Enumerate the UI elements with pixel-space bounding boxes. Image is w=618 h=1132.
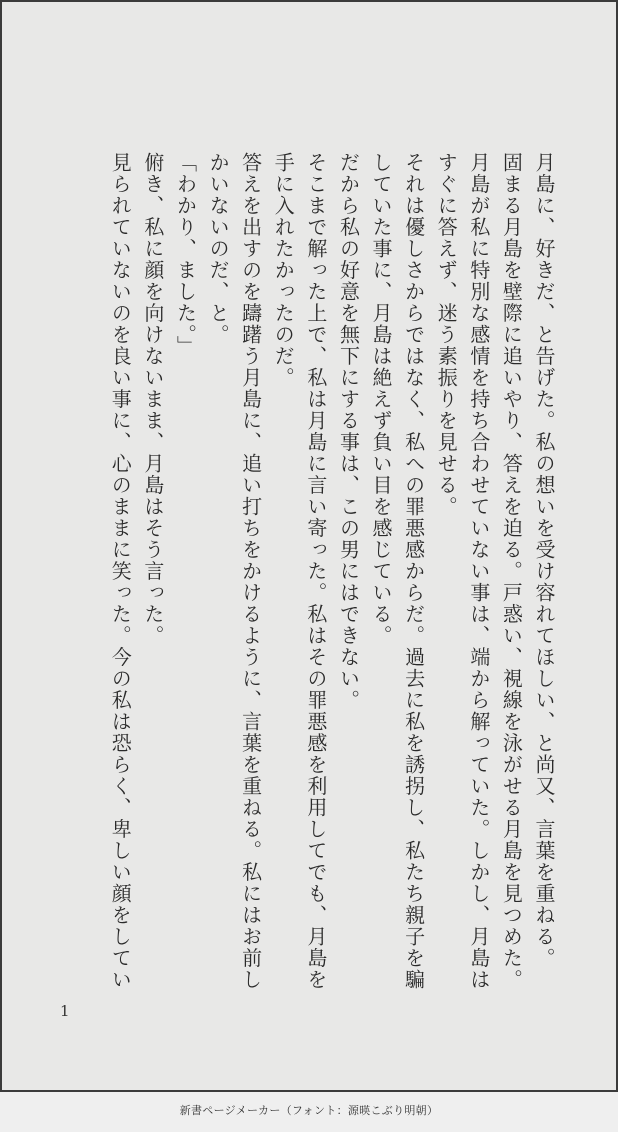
text-line: 「わかり、ました。」 [173, 152, 198, 357]
text-line: 固まる月島を壁際に追いやり、答えを迫る。戸惑い、視線を泳がせる月島を見つめた。 [499, 152, 524, 991]
text-line: だから私の好意を無下にする事は、この男にはできない。 [336, 152, 361, 711]
text-line: 俯き、私に顔を向けないまま、月島はそう言った。 [140, 152, 165, 647]
text-line: 月島に、好きだ、と告げた。私の想いを受け容れてほしい、と尚又、言葉を重ねる。 [532, 152, 556, 969]
text-line: それは優しさからではなく、私への罪悪感からだ。過去に私を誘拐し、私たち親子を騙 [401, 152, 426, 991]
footer-credit: 新書ページメーカー（フォント：源暎こぶり明朝） [179, 1104, 439, 1117]
text-line: かいないのだ、と。 [206, 152, 231, 346]
text-line: 答えを出すのを躊躇う月島に、追い打ちをかけるように、言葉を重ねる。私にはお前し [238, 152, 263, 991]
text-line: 手に入れたかったのだ。 [271, 152, 296, 389]
vertical-body-text [104, 152, 560, 991]
text-line: していた事に、月島は絶えず負い目を感じている。 [369, 152, 394, 647]
page-number: 1 [60, 1002, 70, 1020]
text-line: そこまで解った上で、私は月島に言い寄った。私はその罪悪感を利用してでも、月島を [303, 152, 328, 991]
text-line: 見られていないのを良い事に、心のままに笑った。今の私は恐らく、卑しい顔をしてい [108, 152, 133, 991]
text-line: 月島が私に特別な感情を持ち合わせていない事は、端から解っていた。しかし、月島は [466, 152, 491, 991]
text-line: すぐに答えず、迷う素振りを見せる。 [434, 152, 459, 518]
